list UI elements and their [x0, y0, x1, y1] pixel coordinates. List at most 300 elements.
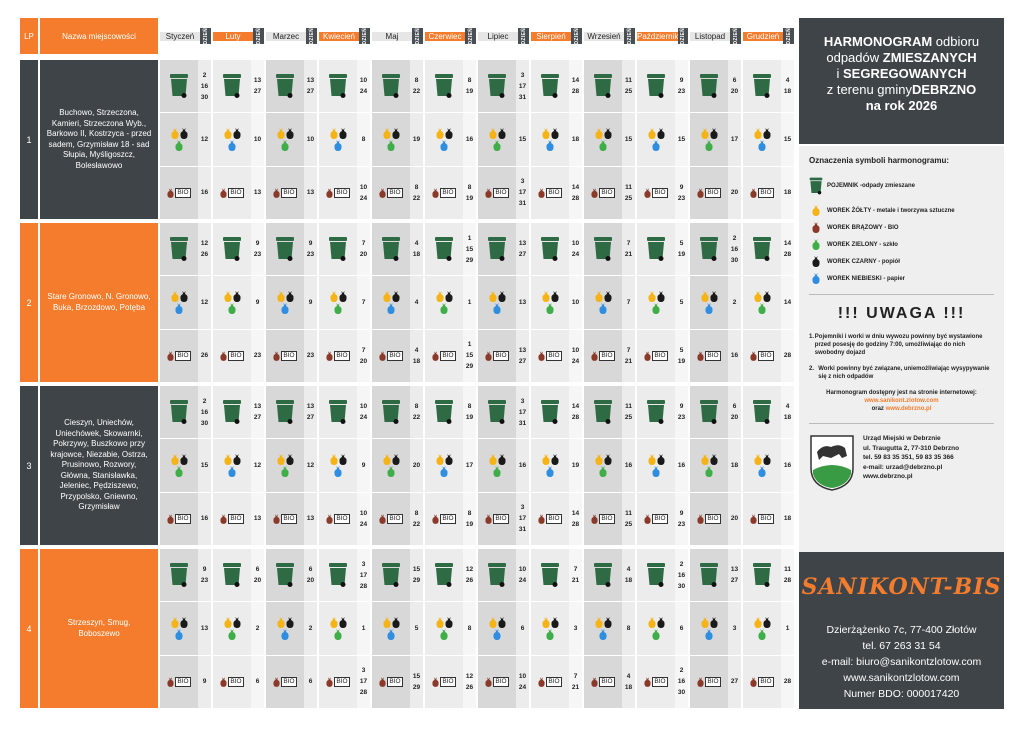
waste-symbol	[372, 330, 410, 382]
waste-symbol	[743, 549, 781, 601]
avail-oraz: oraz	[871, 406, 884, 412]
black-bag-icon	[286, 617, 294, 628]
bio-label: BIO	[707, 351, 719, 359]
month-cell	[584, 386, 635, 545]
container-bin-icon	[699, 562, 719, 588]
waste-symbol	[531, 276, 569, 328]
bio-collection	[372, 167, 423, 219]
waste-symbol	[478, 602, 516, 654]
seg-collection	[319, 113, 370, 166]
bio-collection	[584, 656, 635, 708]
month-header	[425, 18, 476, 54]
bio-collection	[160, 656, 211, 708]
collection-day: 19	[677, 357, 686, 365]
collection-day: 10	[359, 509, 368, 517]
bio-collection	[160, 167, 211, 219]
yellow-bag-icon	[277, 454, 285, 465]
collection-day: 10	[359, 403, 368, 411]
green-bag-icon	[281, 140, 289, 151]
month-cell	[584, 223, 635, 382]
collection-day: 17	[518, 189, 527, 197]
collection-days	[463, 113, 476, 165]
month-cell	[425, 386, 476, 545]
collection-day: 7	[573, 566, 578, 574]
collection-day: 13	[306, 77, 315, 85]
waste-symbol	[690, 656, 728, 708]
table-row	[20, 386, 795, 545]
collection-day: 25	[624, 194, 633, 202]
month-cell	[213, 549, 264, 708]
bio-collection	[213, 330, 264, 382]
black-bag-icon	[445, 128, 453, 139]
waste-symbol	[584, 493, 622, 545]
yellow-bag-icon	[648, 617, 656, 628]
link-sanikont[interactable]: www.sanikont.zlotow.com	[864, 398, 939, 404]
bio-label: BIO	[654, 677, 666, 685]
office-email: e-mail: urzad@debrzno.pl	[863, 463, 943, 471]
waste-symbol	[478, 493, 516, 545]
bio-symbol	[591, 677, 614, 687]
collection-days	[304, 330, 317, 382]
bio-symbol	[326, 677, 349, 687]
month-name: Czerwiec	[425, 32, 465, 41]
collection-days	[304, 493, 317, 545]
bio-symbol	[273, 188, 296, 198]
collection-day: 17	[730, 135, 739, 143]
waste-symbol	[743, 223, 781, 275]
collection-days	[781, 113, 794, 165]
collection-day: 3	[361, 667, 366, 675]
collection-day: 20	[253, 577, 262, 585]
container-bin-icon	[487, 562, 507, 588]
collection-days	[516, 549, 529, 601]
green-bag-icon	[440, 629, 448, 640]
brown-bag-icon	[538, 188, 545, 198]
collection-days	[357, 60, 370, 112]
bio-label: BIO	[336, 514, 348, 522]
black-bag-icon	[180, 617, 188, 628]
collection-day: 18	[783, 189, 792, 197]
yellow-bag-icon	[595, 617, 603, 628]
collection-day: 20	[730, 515, 739, 523]
collection-days	[569, 60, 582, 112]
collection-day: 24	[359, 194, 368, 202]
collection-day: 16	[518, 461, 527, 469]
mixed-collection	[690, 223, 741, 276]
container-bin-icon	[699, 399, 719, 425]
waste-symbol	[213, 113, 251, 165]
day-label: DZIEŃ	[573, 27, 580, 45]
brown-bag-icon	[379, 351, 386, 361]
waste-symbol	[266, 602, 304, 654]
collection-days	[516, 602, 529, 654]
month-cell	[213, 223, 264, 382]
bio-collection	[266, 493, 317, 545]
collection-day: 2	[202, 397, 207, 405]
collection-days	[463, 276, 476, 328]
mixed-collection	[213, 386, 264, 439]
waste-symbol	[478, 656, 516, 708]
collection-days	[251, 656, 264, 708]
black-bag-icon	[445, 454, 453, 465]
collection-days	[357, 330, 370, 382]
bio-collection	[690, 167, 741, 219]
company-www[interactable]: www.sanikontzlotow.com	[843, 672, 960, 684]
yellow-bag-icon	[383, 617, 391, 628]
collection-day: 24	[518, 683, 527, 691]
yellow-bag-icon	[383, 291, 391, 302]
bio-symbol	[220, 351, 243, 361]
collection-day: 20	[412, 461, 421, 469]
waste-symbol	[213, 167, 251, 219]
bio-label: BIO	[283, 351, 295, 359]
bag-group	[486, 454, 508, 477]
container-bin-icon	[809, 173, 823, 199]
collection-day: 16	[624, 461, 633, 469]
collection-days	[781, 549, 794, 601]
seg-collection	[478, 602, 529, 655]
collection-days	[463, 602, 476, 654]
collection-days	[675, 276, 688, 328]
bio-label: BIO	[442, 351, 454, 359]
waste-symbol	[425, 113, 463, 165]
collection-days	[198, 439, 211, 491]
collection-day: 8	[626, 624, 631, 632]
bag-group	[327, 291, 349, 314]
month-cell	[478, 60, 529, 219]
collection-day: 12	[200, 135, 209, 143]
bio-label: BIO	[495, 514, 507, 522]
waste-symbol	[690, 493, 728, 545]
brown-bag-icon	[167, 677, 174, 687]
container-bin-icon	[540, 236, 560, 262]
collection-day: 17	[518, 408, 527, 416]
bio-symbol	[644, 677, 667, 687]
company-box	[799, 552, 1004, 709]
month-cell	[160, 549, 211, 708]
collection-day: 13	[306, 515, 315, 523]
bio-symbol	[273, 351, 296, 361]
green-bag-icon	[334, 303, 342, 314]
container-bin-icon	[381, 562, 401, 588]
bio-label: BIO	[601, 677, 613, 685]
yellow-bag-icon	[277, 128, 285, 139]
black-bag-icon	[180, 128, 188, 139]
brown-bag-icon	[538, 514, 545, 524]
collection-day: 18	[730, 461, 739, 469]
collection-day: 15	[465, 245, 474, 253]
bio-symbol	[167, 351, 190, 361]
collection-day: 20	[730, 189, 739, 197]
collection-days	[463, 656, 476, 708]
blue-bag-icon	[175, 629, 183, 640]
collection-days	[569, 493, 582, 545]
yellow-bag-icon	[542, 291, 550, 302]
waste-symbol	[478, 113, 516, 165]
month-name: Grudzień	[743, 32, 783, 41]
month-header	[637, 18, 688, 54]
bio-symbol	[485, 514, 508, 524]
locality-names: Cieszyn, Uniechów, Uniechówek, Skowarnki, Pokrzywy, Buszkowo przy krajowce, Niezabie, Ostrza, Prusinowo, Rozwory, Główna, Stanisławka, Jeleniec, Pędziszewo, Przypolsko, Gniewno, Grzymisław	[40, 386, 158, 545]
collection-day: 31	[518, 419, 527, 427]
waste-symbol	[637, 439, 675, 491]
company-phone: tel. 67 263 31 54	[862, 640, 941, 652]
collection-day: 1	[785, 624, 790, 632]
collection-day: 10	[571, 346, 580, 354]
brown-bag-icon	[273, 677, 280, 687]
waste-symbol	[319, 60, 357, 112]
collection-days	[304, 439, 317, 491]
collection-days	[728, 60, 741, 112]
black-bag-icon	[286, 291, 294, 302]
month-cell	[319, 549, 370, 708]
month-header	[160, 18, 211, 54]
brown-bag-icon	[432, 351, 439, 361]
waste-symbol	[372, 276, 410, 328]
collection-days	[198, 167, 211, 219]
seg-collection	[372, 276, 423, 329]
waste-symbol	[637, 386, 675, 438]
yellow-bag-icon	[542, 617, 550, 628]
collection-day: 4	[414, 298, 419, 306]
bio-collection	[425, 493, 476, 545]
month-name: Maj	[372, 32, 412, 41]
brown-bag-icon	[273, 188, 280, 198]
bio-symbol	[697, 677, 720, 687]
waste-symbol	[266, 60, 304, 112]
collection-days	[675, 656, 688, 708]
bio-label: BIO	[389, 514, 401, 522]
collection-day: 4	[626, 672, 631, 680]
company-logo: SANIKONT-BIS	[801, 574, 1002, 600]
table-row	[20, 549, 795, 708]
collection-day: 14	[571, 509, 580, 517]
brown-bag-icon	[379, 677, 386, 687]
bio-symbol	[538, 514, 561, 524]
collection-day: 9	[308, 298, 313, 306]
collection-days	[622, 656, 635, 708]
waste-symbol	[743, 493, 781, 545]
brown-bag-icon	[167, 188, 174, 198]
bio-label: BIO	[389, 351, 401, 359]
brown-bag-icon	[432, 514, 439, 524]
collection-days	[622, 493, 635, 545]
yellow-bag-icon	[383, 454, 391, 465]
yellow-bag-icon	[277, 617, 285, 628]
collection-days	[410, 113, 423, 165]
collection-day: 7	[361, 346, 366, 354]
collection-days	[569, 439, 582, 491]
collection-day: 16	[677, 461, 686, 469]
collection-days	[728, 167, 741, 219]
collection-days	[463, 493, 476, 545]
bag-group	[221, 454, 243, 477]
black-bag-icon	[657, 454, 665, 465]
collection-days	[251, 602, 264, 654]
month-cell	[160, 223, 211, 382]
waste-symbol	[319, 167, 357, 219]
header-lp: LP	[20, 18, 38, 54]
waste-symbol	[372, 60, 410, 112]
bio-label: BIO	[230, 677, 242, 685]
waste-symbol	[743, 330, 781, 382]
collection-day: 9	[361, 461, 366, 469]
yellow-bag-icon	[542, 128, 550, 139]
bag-group	[539, 617, 561, 640]
container-bin-icon	[434, 73, 454, 99]
black-bag-icon	[710, 617, 718, 628]
day-column-label	[730, 28, 741, 45]
yellow-bag-icon	[648, 128, 656, 139]
collection-day: 1	[467, 298, 472, 306]
collection-days	[410, 167, 423, 219]
mixed-collection	[425, 223, 476, 276]
mixed-collection	[531, 549, 582, 602]
note-text: Worki powinny być związane, uniemożliwiając wysypywanie się z nich odpadów	[818, 366, 990, 380]
blue-bag-icon	[599, 303, 607, 314]
month-cell	[531, 386, 582, 545]
collection-days	[410, 549, 423, 601]
waste-symbol	[743, 386, 781, 438]
bio-collection	[690, 656, 741, 708]
collection-day: 2	[308, 624, 313, 632]
green-bag-icon	[493, 466, 501, 477]
bag-group	[486, 128, 508, 151]
seg-collection	[531, 602, 582, 655]
collection-days	[463, 439, 476, 491]
bio-symbol	[379, 677, 402, 687]
brown-bag-icon	[750, 677, 757, 687]
collection-days	[622, 276, 635, 328]
waste-symbol	[690, 439, 728, 491]
link-debrzno[interactable]: www.debrzno.pl	[885, 406, 932, 412]
collection-day: 15	[465, 352, 474, 360]
black-bag-icon	[551, 291, 559, 302]
collection-day: 20	[359, 251, 368, 259]
container-bin-icon	[275, 399, 295, 425]
collection-days	[781, 439, 794, 491]
legend-bag-icon	[812, 273, 820, 284]
bio-symbol	[750, 188, 773, 198]
mixed-collection	[266, 60, 317, 113]
mixed-collection	[690, 549, 741, 602]
bio-symbol	[485, 188, 508, 198]
blue-bag-icon	[705, 303, 713, 314]
mixed-collection	[584, 223, 635, 276]
waste-symbol	[637, 276, 675, 328]
container-bin-icon	[381, 236, 401, 262]
bio-symbol	[750, 514, 773, 524]
collection-day: 7	[573, 672, 578, 680]
waste-symbol	[160, 113, 198, 165]
waste-symbol	[531, 439, 569, 491]
legend-item	[809, 239, 994, 250]
month-cell	[584, 549, 635, 708]
waste-symbol	[266, 276, 304, 328]
collection-day: 23	[677, 194, 686, 202]
collection-days	[569, 223, 582, 275]
collection-day: 16	[730, 245, 739, 253]
black-bag-icon	[657, 128, 665, 139]
collection-day: 6	[308, 678, 313, 686]
collection-days	[516, 386, 529, 438]
collection-days	[675, 167, 688, 219]
mixed-collection	[160, 386, 211, 439]
day-column-label	[412, 28, 423, 45]
waste-symbol	[213, 656, 251, 708]
legend-symbol	[809, 205, 823, 216]
collection-day: 3	[732, 624, 737, 632]
bio-label: BIO	[495, 351, 507, 359]
bio-symbol	[432, 514, 455, 524]
month-cell	[266, 60, 317, 219]
collection-day: 6	[679, 624, 684, 632]
collection-days	[675, 549, 688, 601]
blue-bag-icon	[281, 303, 289, 314]
collection-days	[198, 656, 211, 708]
mixed-collection	[743, 386, 794, 439]
bio-collection	[266, 167, 317, 219]
waste-symbol	[743, 656, 781, 708]
seg-collection	[690, 602, 741, 655]
collection-days	[304, 549, 317, 601]
black-bag-icon	[445, 617, 453, 628]
collection-day: 20	[359, 357, 368, 365]
bio-label: BIO	[177, 677, 189, 685]
yellow-bag-icon	[383, 128, 391, 139]
month-cell	[372, 60, 423, 219]
collection-day: 13	[253, 189, 262, 197]
row-number: 1	[20, 60, 38, 219]
day-label: DZIEŃ	[414, 27, 421, 45]
container-bin-icon	[222, 399, 242, 425]
legend-item	[809, 205, 994, 216]
waste-symbol	[637, 656, 675, 708]
month-name: Październik	[637, 31, 679, 41]
legend-title: Oznaczenia symboli harmonogramu:	[809, 156, 950, 165]
collection-days	[357, 223, 370, 275]
brown-bag-icon	[220, 188, 227, 198]
divider	[809, 423, 994, 424]
bio-label: BIO	[601, 188, 613, 196]
bag-group	[168, 617, 190, 640]
blue-bag-icon	[334, 466, 342, 477]
collection-days	[728, 602, 741, 654]
collection-days	[410, 656, 423, 708]
yellow-bag-icon	[224, 291, 232, 302]
collection-day: 26	[200, 251, 209, 259]
collection-day: 16	[783, 461, 792, 469]
bio-collection	[743, 493, 794, 545]
month-cell	[531, 60, 582, 219]
waste-symbol	[478, 330, 516, 382]
collection-day: 26	[465, 577, 474, 585]
collection-day: 16	[200, 408, 209, 416]
seg-collection	[213, 439, 264, 492]
office-www[interactable]: www.debrzno.pl	[863, 473, 913, 480]
bio-label: BIO	[177, 351, 189, 359]
collection-day: 3	[361, 560, 366, 568]
collection-day: 14	[783, 240, 792, 248]
collection-day: 4	[785, 77, 790, 85]
yellow-bag-icon	[754, 128, 762, 139]
brown-bag-icon	[379, 188, 386, 198]
black-bag-icon	[551, 617, 559, 628]
container-bin-icon	[169, 399, 189, 425]
seg-collection	[531, 439, 582, 492]
mixed-collection	[637, 60, 688, 113]
seg-collection	[478, 276, 529, 329]
